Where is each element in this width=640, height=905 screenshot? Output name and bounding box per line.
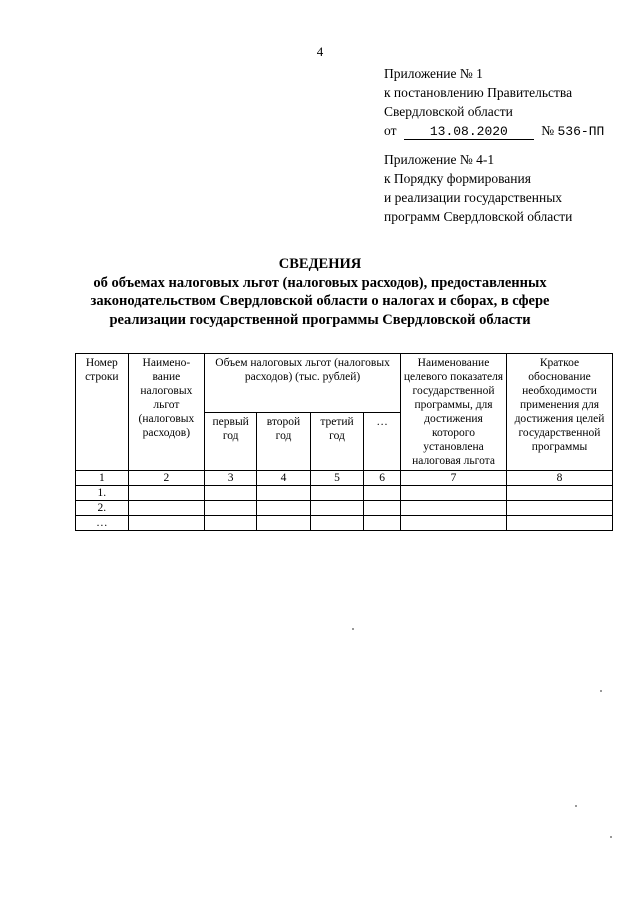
appendix-1-line-1: к постановлению Правительства	[384, 85, 573, 100]
appendix-2-line-2: и реализации государственных	[384, 190, 563, 205]
column-number: 5	[310, 471, 364, 486]
appendix-2-line-1: к Порядку формирования	[384, 171, 531, 186]
appendix-1-title: Приложение № 1	[384, 66, 483, 81]
table-cell	[364, 501, 401, 516]
table-cell	[128, 486, 204, 501]
table-row	[76, 501, 613, 516]
column-number: 6	[364, 471, 401, 486]
table-cell	[205, 501, 257, 516]
table-cell	[506, 516, 612, 531]
header-justification: Краткое обоснование необходимости применения для достижения целей государственной программы	[506, 354, 612, 471]
column-number: 3	[205, 471, 257, 486]
table-cell	[401, 501, 507, 516]
table-row	[76, 486, 613, 501]
column-number: 7	[401, 471, 507, 486]
appendix-1-block	[384, 64, 604, 141]
heading-title: СВЕДЕНИЯ	[278, 256, 362, 272]
row-number: …	[76, 516, 129, 531]
column-number: 1	[76, 471, 129, 486]
table-cell	[506, 501, 612, 516]
header-year-3: третий год	[310, 412, 364, 471]
column-number: 2	[128, 471, 204, 486]
table-row	[76, 516, 613, 531]
scan-speck	[610, 836, 612, 838]
table-cell	[364, 516, 401, 531]
column-number: 4	[257, 471, 311, 486]
table-cell	[506, 486, 612, 501]
table-cell	[310, 501, 364, 516]
appendix-2-title: Приложение № 4-1	[384, 152, 495, 167]
table-cell	[205, 516, 257, 531]
heading-line-1: об объемах налоговых льгот (налоговых расходов), предоставленных	[93, 274, 547, 291]
header-target-indicator: Наименование целевого показателя государственной программы, для достижения которого установлена налоговая льгота	[401, 354, 507, 471]
document-heading	[60, 255, 580, 329]
table-header-row	[76, 354, 613, 413]
table-cell	[310, 516, 364, 531]
table-cell	[205, 486, 257, 501]
number-prefix: №	[541, 123, 555, 138]
scan-speck	[575, 805, 577, 807]
decree-number: 536-ПП	[557, 124, 605, 139]
table-cell	[401, 516, 507, 531]
decree-date: 13.08.2020	[404, 124, 534, 140]
scan-speck	[600, 690, 602, 692]
table-cell	[257, 486, 311, 501]
table-cell	[257, 516, 311, 531]
table-cell	[310, 486, 364, 501]
header-volume: Объем налоговых льгот (налоговых расходов) (тыс. рублей)	[205, 354, 401, 413]
column-number-row	[76, 471, 613, 486]
header-row-number: Номер строки	[76, 354, 129, 471]
row-number: 2.	[76, 501, 129, 516]
table-cell	[257, 501, 311, 516]
header-year-1: первый год	[205, 412, 257, 471]
appendix-2-line-3: программ Свердловской области	[384, 209, 573, 224]
heading-line-2: законодательством Свердловской области о налогах и сборах, в сфере	[90, 293, 550, 309]
date-prefix: от	[384, 123, 397, 138]
row-number: 1.	[76, 486, 129, 501]
column-number: 8	[506, 471, 612, 486]
table-cell	[128, 501, 204, 516]
appendix-2-block	[384, 150, 572, 226]
scan-speck	[352, 628, 354, 630]
appendix-1-date-line	[384, 121, 604, 141]
table-cell	[401, 486, 507, 501]
header-year-more: …	[364, 412, 401, 471]
table-cell	[364, 486, 401, 501]
heading-line-3: реализации государственной программы Свердловской области	[109, 311, 531, 328]
page-number: 4	[316, 44, 324, 59]
header-year-2: второй год	[257, 412, 311, 471]
table-cell	[128, 516, 204, 531]
appendix-1-line-2: Свердловской области	[384, 104, 513, 119]
tax-benefits-table	[75, 353, 613, 531]
header-benefit-name: Наимено-вание налоговых льгот (налоговых расходов)	[128, 354, 204, 471]
